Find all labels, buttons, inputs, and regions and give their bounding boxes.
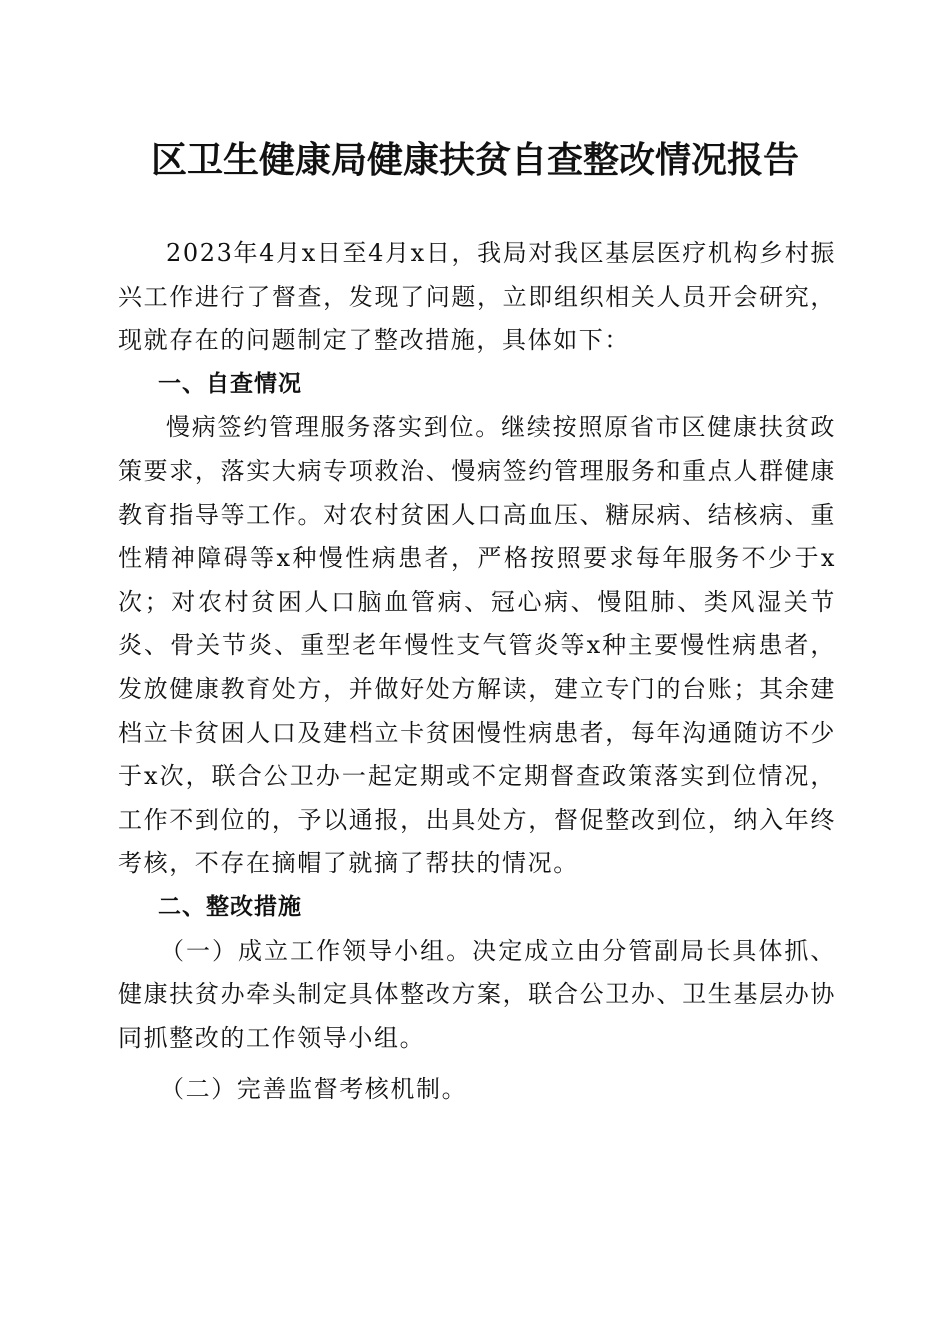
document-title: 区卫生健康局健康扶贫自查整改情况报告 (150, 139, 799, 181)
document-body (118, 232, 836, 1112)
measure-paragraph-1: （一）成立工作领导小组。决定成立由分管副局长具体抓、健康扶贫办牵头制定具体整改方案，联合公卫办、卫生基层办协同抓整改的工作领导小组。 (118, 936, 836, 1052)
self-inspection-paragraph: 慢病签约管理服务落实到位。继续按照原省市区健康扶贫政策要求，落实大病专项救治、慢病签约管理服务和重点人群健康教育指导等工作。对农村贫困人口高血压、糖尿病、结核病、重性精神障碍等x种慢性病患者，严格按照要求每年服务不少于x次；对农村贫困人口脑血管病、冠心病、慢阻肺、类风湿关节炎、骨关节炎、重型老年慢性支气管炎等x种主要慢性病患者，发放健康教育处方，并做好处方解读，建立专门的台账；其余建档立卡贫困人口及建档立卡贫困慢性病患者，每年沟通随访不少于x次，联合公卫办一起定期或不定期督查政策落实到位情况，工作不到位的，予以通报，出具处方，督促整改到位，纳入年终考核，不存在摘帽了就摘了帮扶的情况。 (118, 413, 836, 878)
section-heading-rectification-measures: 二、整改措施 (158, 893, 302, 920)
section-heading-self-inspection: 一、自查情况 (158, 370, 302, 397)
measure-paragraph-2: （二）完善监督考核机制。 (160, 1075, 468, 1104)
intro-paragraph: 2023年4月x日至4月x日，我局对我区基层医疗机构乡村振兴工作进行了督查，发现了问题，立即组织相关人员开会研究，现就存在的问题制定了整改措施，具体如下： (118, 239, 836, 355)
